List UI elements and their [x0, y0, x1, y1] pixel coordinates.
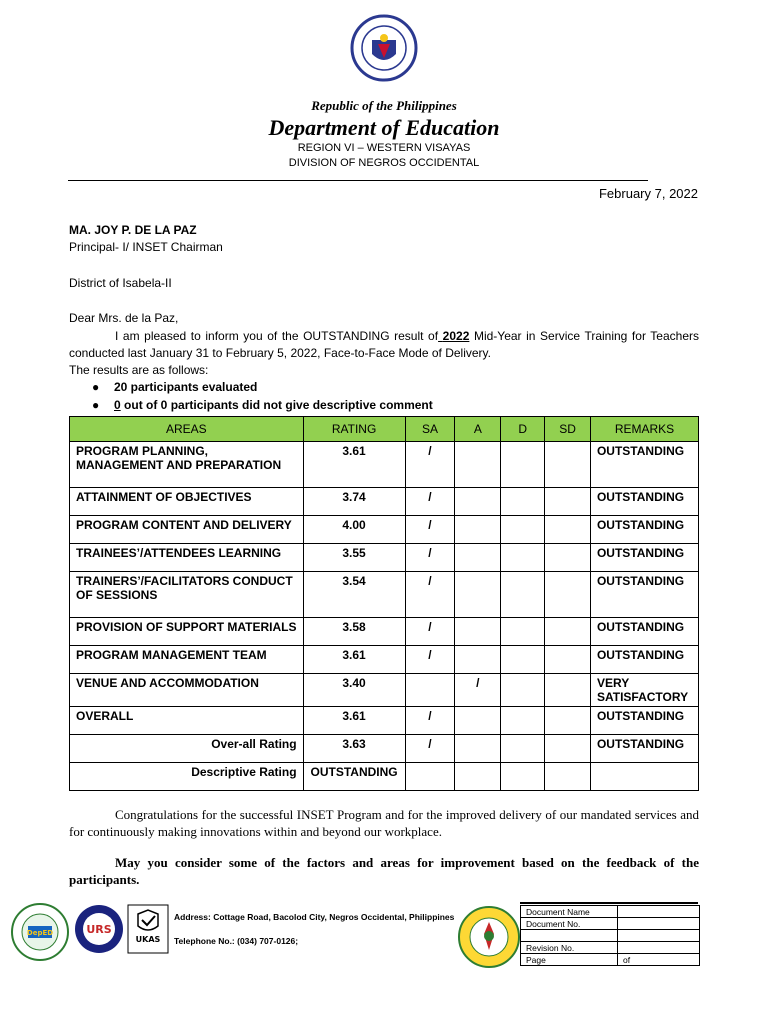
row-area: PROGRAM MANAGEMENT TEAM	[70, 646, 304, 674]
row-sa: /	[405, 516, 455, 544]
school-logo	[458, 906, 520, 968]
row-area: PROVISION OF SUPPORT MATERIALS	[70, 618, 304, 646]
row-d	[501, 618, 545, 646]
row-sa: /	[405, 442, 455, 488]
row-rating: 3.40	[303, 674, 405, 707]
overall-sa: /	[405, 735, 455, 763]
doc-row	[521, 918, 700, 930]
row-sd	[545, 488, 591, 516]
row-remarks: OUTSTANDING	[590, 442, 698, 488]
row-area: ATTAINMENT OF OBJECTIVES	[70, 488, 304, 516]
header-sd: SD	[545, 417, 591, 442]
doc-row	[521, 942, 700, 954]
congrats-paragraph	[69, 806, 699, 840]
footer-divider	[520, 902, 698, 904]
table-row	[70, 707, 699, 735]
row-sd	[545, 674, 591, 707]
footer-address: Address: Cottage Road, Bacolod City, Negros Occidental, Philippines	[174, 912, 455, 922]
row-sd	[545, 707, 591, 735]
overall-rating: 3.63	[303, 735, 405, 763]
descriptive-sa	[405, 763, 455, 791]
row-sd	[545, 572, 591, 618]
row-remarks: OUTSTANDING	[590, 618, 698, 646]
overall-d	[501, 735, 545, 763]
division-line: DIVISION OF NEGROS OCCIDENTAL	[288, 157, 480, 169]
row-sd	[545, 516, 591, 544]
table-row	[70, 674, 699, 707]
row-sa: /	[405, 646, 455, 674]
header-sa: SA	[405, 417, 455, 442]
table-row	[70, 618, 699, 646]
row-remarks: OUTSTANDING	[590, 707, 698, 735]
header-d: D	[501, 417, 545, 442]
bullet-no-comment-num: 0	[114, 398, 121, 412]
row-sd	[545, 646, 591, 674]
row-sd	[545, 544, 591, 572]
doc-label: Document Name	[521, 906, 618, 918]
republic-line: Republic of the Philippines	[311, 98, 457, 113]
consider-paragraph	[69, 854, 699, 888]
table-row	[70, 516, 699, 544]
row-rating: 3.61	[303, 646, 405, 674]
deped-seal	[350, 14, 418, 82]
results-table	[69, 416, 699, 791]
row-remarks: VERY SATISFACTORY	[590, 674, 698, 707]
row-rating: 3.54	[303, 572, 405, 618]
letter-date: February 7, 2022	[598, 186, 698, 201]
intro-text-a: I am pleased to inform you of the OUTSTANDING result of	[115, 329, 439, 343]
row-remarks: OUTSTANDING	[590, 488, 698, 516]
descriptive-label: Descriptive Rating	[70, 763, 304, 791]
row-sa: /	[405, 544, 455, 572]
doc-value	[618, 942, 700, 954]
descriptive-sd	[545, 763, 591, 791]
row-d	[501, 707, 545, 735]
overall-rating-row	[70, 735, 699, 763]
doc-label	[521, 930, 618, 942]
row-sd	[545, 618, 591, 646]
doc-label: Revision No.	[521, 942, 618, 954]
bullet-evaluated: ● 20 participants evaluated	[92, 380, 258, 394]
bullet-evaluated-text: 20 participants evaluated	[114, 380, 258, 394]
descriptive-value: OUTSTANDING	[303, 763, 405, 791]
doc-row	[521, 930, 700, 942]
row-rating: 3.58	[303, 618, 405, 646]
row-area: OVERALL	[70, 707, 304, 735]
doc-label: Document No.	[521, 918, 618, 930]
row-area: TRAINERS’/FACILITATORS CONDUCT OF SESSIONS	[70, 572, 304, 618]
svg-text:URS: URS	[86, 923, 112, 936]
row-remarks: OUTSTANDING	[590, 516, 698, 544]
row-a	[455, 516, 501, 544]
table-row	[70, 646, 699, 674]
doc-value	[618, 930, 700, 942]
row-d	[501, 544, 545, 572]
descriptive-remarks	[590, 763, 698, 791]
row-remarks: OUTSTANDING	[590, 544, 698, 572]
row-rating: 4.00	[303, 516, 405, 544]
doc-row	[521, 954, 700, 966]
header-divider	[68, 180, 648, 181]
intro-text-b: Mid-Year in Service Training for Teachers conducted last January 31 to February 5, 2022, Face-to-Face Mode of Delivery.	[69, 329, 699, 360]
salutation: Dear Mrs. de la Paz,	[69, 311, 179, 325]
row-a	[455, 707, 501, 735]
recipient-name: MA. JOY P. DE LA PAZ	[69, 223, 197, 237]
recipient-district: District of Isabela-II	[69, 276, 172, 290]
row-d	[501, 674, 545, 707]
row-rating: 3.55	[303, 544, 405, 572]
row-a	[455, 442, 501, 488]
row-remarks: OUTSTANDING	[590, 646, 698, 674]
header-rating: RATING	[303, 417, 405, 442]
descriptive-a	[455, 763, 501, 791]
overall-sd	[545, 735, 591, 763]
doc-row	[521, 906, 700, 918]
document-info-table	[520, 905, 700, 966]
row-sa: /	[405, 618, 455, 646]
header-remarks: REMARKS	[590, 417, 698, 442]
department-title: Department of Education	[268, 115, 500, 140]
row-d	[501, 442, 545, 488]
table-row	[70, 442, 699, 488]
division-logo	[10, 902, 70, 962]
svg-text:UKAS: UKAS	[135, 935, 161, 944]
row-remarks: OUTSTANDING	[590, 572, 698, 618]
row-area: PROGRAM PLANNING, MANAGEMENT AND PREPARATION	[70, 442, 304, 488]
doc-page-of: of	[618, 954, 700, 966]
region-line: REGION VI – WESTERN VISAYAS	[297, 142, 471, 154]
row-a	[455, 544, 501, 572]
overall-label: Over-all Rating	[70, 735, 304, 763]
row-d	[501, 646, 545, 674]
row-sa: /	[405, 572, 455, 618]
bullet-no-comment: ● 0 out of 0 participants did not give descriptive comment	[92, 398, 433, 412]
row-d	[501, 488, 545, 516]
row-a	[455, 618, 501, 646]
congrats-text: Congratulations for the successful INSET Program and for the improved delivery of our mandated services and for continuously making innovations within and beyond our workplace.	[69, 807, 699, 839]
header-a: A	[455, 417, 501, 442]
row-rating: 3.61	[303, 442, 405, 488]
urs-iso-logo	[74, 904, 124, 954]
row-a	[455, 646, 501, 674]
doc-value	[618, 918, 700, 930]
header-areas: AREAS	[70, 417, 304, 442]
row-a	[455, 572, 501, 618]
table-row	[70, 544, 699, 572]
row-area: TRAINEES’/ATTENDEES LEARNING	[70, 544, 304, 572]
overall-remarks: OUTSTANDING	[590, 735, 698, 763]
row-a: /	[455, 674, 501, 707]
row-sa: /	[405, 488, 455, 516]
svg-text:DepED: DepED	[26, 929, 54, 937]
intro-paragraph	[69, 328, 699, 379]
table-row	[70, 572, 699, 618]
table-row	[70, 488, 699, 516]
row-sa: /	[405, 707, 455, 735]
row-d	[501, 516, 545, 544]
bullet-no-comment-text: out of 0 participants did not give descriptive comment	[124, 398, 433, 412]
footer-telephone: Telephone No.: (034) 707-0126;	[174, 936, 299, 946]
consider-text: May you consider some of the factors and areas for improvement based on the feedback of the participants.	[69, 855, 699, 887]
table-header-row	[70, 417, 699, 442]
doc-label: Page	[521, 954, 618, 966]
descriptive-d	[501, 763, 545, 791]
row-area: PROGRAM CONTENT AND DELIVERY	[70, 516, 304, 544]
overall-a	[455, 735, 501, 763]
row-rating: 3.74	[303, 488, 405, 516]
row-sa	[405, 674, 455, 707]
doc-value	[618, 906, 700, 918]
row-rating: 3.61	[303, 707, 405, 735]
row-d	[501, 572, 545, 618]
row-area: VENUE AND ACCOMMODATION	[70, 674, 304, 707]
intro-year: 2022	[442, 329, 470, 343]
recipient-title: Principal- I/ INSET Chairman	[69, 240, 223, 254]
results-intro: The results are as follows:	[69, 363, 209, 377]
descriptive-rating-row	[70, 763, 699, 791]
row-a	[455, 488, 501, 516]
row-sd	[545, 442, 591, 488]
ukas-logo	[127, 904, 169, 954]
